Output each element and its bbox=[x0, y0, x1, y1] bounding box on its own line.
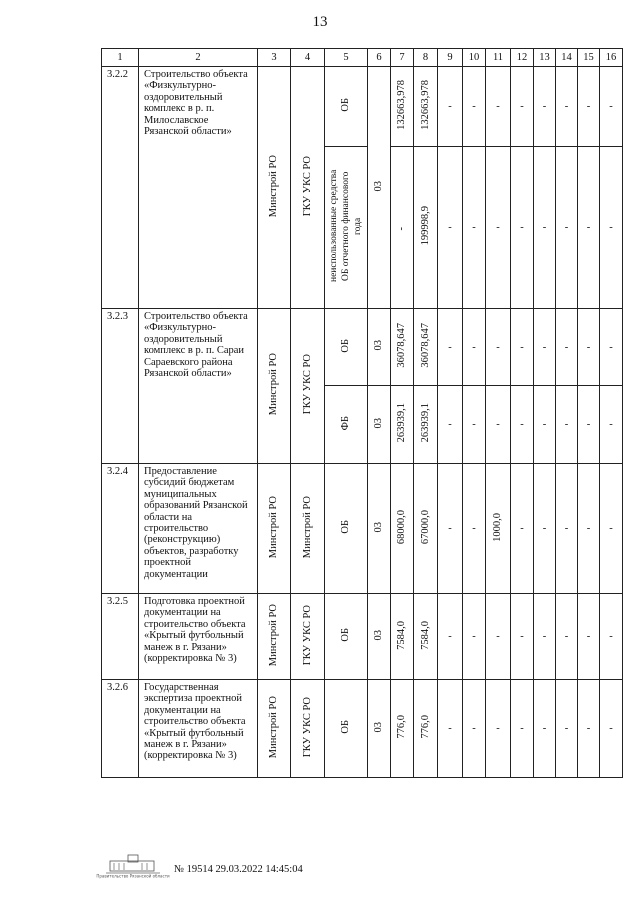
col-header: 3 bbox=[258, 49, 291, 67]
executor: Минстрой РО bbox=[301, 495, 313, 559]
dash-cell: - bbox=[556, 386, 578, 464]
funding-source-cell bbox=[325, 680, 368, 778]
funding-source-cell bbox=[325, 67, 368, 147]
dash-cell: - bbox=[600, 594, 623, 680]
dash-cell: - bbox=[534, 594, 556, 680]
dash-cell: - bbox=[556, 594, 578, 680]
col-header: 15 bbox=[578, 49, 600, 67]
code: 03 bbox=[373, 180, 384, 192]
dash-cell: - bbox=[578, 309, 600, 386]
responsible: Минстрой РО bbox=[268, 495, 279, 559]
dash-cell: - bbox=[534, 309, 556, 386]
row-description: Государственная экспертиза проектной документации на строительство объекта «Крытый футбольный манеж в г. Рязани» (корректировка № 3) bbox=[139, 680, 258, 778]
year-value-cell bbox=[414, 309, 438, 386]
dash-cell: - bbox=[511, 464, 534, 594]
total-value: 68000,0 bbox=[396, 509, 407, 545]
dash-cell: - bbox=[556, 147, 578, 309]
dash-cell: - bbox=[438, 680, 463, 778]
year-value-cell bbox=[414, 680, 438, 778]
col-header: 2 bbox=[139, 49, 258, 67]
executor-cell bbox=[291, 594, 325, 680]
year-value: 36078,647 bbox=[419, 323, 431, 368]
total-cell bbox=[391, 594, 414, 680]
total-value: 776,0 bbox=[396, 715, 407, 739]
responsible: Минстрой РО bbox=[268, 695, 279, 759]
dash-cell: - bbox=[600, 67, 623, 147]
executor-cell bbox=[291, 680, 325, 778]
code-cell bbox=[368, 594, 391, 680]
total-cell bbox=[391, 386, 414, 464]
row-description: Строительство объекта «Физкультурно-оздоровительный комплекс в р. п. Милославское Рязанской области» bbox=[139, 67, 258, 309]
dash-cell: - bbox=[486, 386, 511, 464]
dash-cell: - bbox=[438, 464, 463, 594]
dash-cell: - bbox=[438, 594, 463, 680]
executor: ГКУ УКС РО bbox=[301, 696, 313, 758]
dash-cell: - bbox=[511, 386, 534, 464]
dash-cell: - bbox=[600, 309, 623, 386]
executor-cell bbox=[291, 67, 325, 309]
col-header: 12 bbox=[511, 49, 534, 67]
funding-source: ОБ bbox=[340, 338, 351, 353]
col11-cell bbox=[486, 464, 511, 594]
code: 03 bbox=[373, 629, 384, 641]
dash-cell: - bbox=[486, 594, 511, 680]
dash-cell: - bbox=[534, 67, 556, 147]
dash-cell: - bbox=[511, 309, 534, 386]
col-header: 9 bbox=[438, 49, 463, 67]
row-number: 3.2.6 bbox=[102, 680, 139, 778]
dash-cell: - bbox=[556, 309, 578, 386]
dash-cell: - bbox=[511, 147, 534, 309]
year-value-cell bbox=[414, 147, 438, 309]
registration-number: № 19514 29.03.2022 14:45:04 bbox=[174, 864, 303, 875]
funding-source-cell bbox=[325, 594, 368, 680]
row-number: 3.2.2 bbox=[102, 67, 139, 309]
executor: ГКУ УКС РО bbox=[301, 354, 313, 415]
dash-cell: - bbox=[600, 386, 623, 464]
dash-cell: - bbox=[486, 309, 511, 386]
total-value: 132663,978 bbox=[396, 80, 407, 130]
total-cell bbox=[391, 309, 414, 386]
funding-source: ОБ bbox=[340, 520, 351, 534]
funding-source: ОБ bbox=[340, 720, 351, 734]
dash-cell: - bbox=[486, 680, 511, 778]
funding-source-cell bbox=[325, 464, 368, 594]
dash-cell: - bbox=[486, 67, 511, 147]
year-value: 7584,0 bbox=[419, 620, 431, 650]
total-cell bbox=[391, 67, 414, 147]
table-row bbox=[102, 309, 623, 386]
responsible-cell bbox=[258, 594, 291, 680]
footer bbox=[96, 852, 404, 882]
code-cell bbox=[368, 309, 391, 386]
dash-cell: - bbox=[534, 386, 556, 464]
funding-source-cell bbox=[325, 309, 368, 386]
dash-cell: - bbox=[534, 680, 556, 778]
dash-cell: - bbox=[534, 464, 556, 594]
table-row bbox=[102, 594, 623, 680]
responsible: Минстрой РО bbox=[268, 154, 279, 218]
funding-source: ОБ bbox=[340, 98, 351, 112]
dash-cell: - bbox=[438, 386, 463, 464]
dash-cell: - bbox=[511, 594, 534, 680]
col-header: 10 bbox=[463, 49, 486, 67]
dash-cell: - bbox=[600, 680, 623, 778]
dash-cell: - bbox=[511, 680, 534, 778]
code: 03 bbox=[373, 721, 384, 733]
total-value: 36078,647 bbox=[396, 323, 407, 368]
year-value: 67000,0 bbox=[419, 509, 431, 545]
col-header: 14 bbox=[556, 49, 578, 67]
dash-cell: - bbox=[534, 147, 556, 309]
code-cell bbox=[368, 680, 391, 778]
row-description: Предоставление субсидий бюджетам муниципальных образований Рязанской области на строительство (реконструкцию) объектов, разработку проектной документации bbox=[139, 464, 258, 594]
total-value: 263939,1 bbox=[396, 403, 407, 443]
dash-cell: - bbox=[578, 594, 600, 680]
code-cell bbox=[368, 67, 391, 309]
dash-cell: - bbox=[463, 309, 486, 386]
total-cell bbox=[391, 147, 414, 309]
dash-cell: - bbox=[438, 309, 463, 386]
responsible-cell bbox=[258, 67, 291, 309]
code: 03 bbox=[373, 340, 384, 351]
table-row bbox=[102, 67, 623, 147]
dash-cell: - bbox=[578, 147, 600, 309]
col-header: 13 bbox=[534, 49, 556, 67]
dash-cell: - bbox=[556, 464, 578, 594]
dash-cell: - bbox=[463, 386, 486, 464]
executor-cell bbox=[291, 309, 325, 464]
header-row bbox=[102, 49, 623, 67]
year-value: 263939,1 bbox=[419, 403, 431, 443]
year-value-cell bbox=[414, 386, 438, 464]
dash-cell: - bbox=[556, 67, 578, 147]
stamp-caption: Правительство Рязанской области bbox=[96, 873, 170, 879]
budget-table bbox=[101, 48, 623, 778]
year-value-cell bbox=[414, 67, 438, 147]
executor: ГКУ УКС РО bbox=[301, 604, 313, 666]
col-header: 6 bbox=[368, 49, 391, 67]
government-stamp-icon bbox=[96, 852, 170, 879]
page-number: 13 bbox=[312, 14, 328, 30]
funding-source: ФБ bbox=[340, 415, 351, 431]
row-description: Подготовка проектной документации на строительство объекта «Крытый футбольный манеж в г. Рязани» (корректировка № 3) bbox=[139, 594, 258, 680]
year-value-cell bbox=[414, 594, 438, 680]
funding-source: неиспользованные средства ОБ отчетного финансового года bbox=[329, 169, 363, 283]
dash-cell: - bbox=[463, 464, 486, 594]
dash-cell: - bbox=[600, 464, 623, 594]
code: 03 bbox=[373, 417, 384, 429]
col-header: 5 bbox=[325, 49, 368, 67]
dash-cell: - bbox=[463, 594, 486, 680]
dash-cell: - bbox=[578, 386, 600, 464]
responsible-cell bbox=[258, 680, 291, 778]
col-header: 4 bbox=[291, 49, 325, 67]
col-header: 11 bbox=[486, 49, 511, 67]
dash-cell: - bbox=[463, 680, 486, 778]
executor-cell bbox=[291, 464, 325, 594]
responsible-cell bbox=[258, 464, 291, 594]
table-row bbox=[102, 680, 623, 778]
year-value: 132663,978 bbox=[419, 80, 431, 130]
col-header: 16 bbox=[600, 49, 623, 67]
year-value: 776,0 bbox=[419, 715, 431, 739]
funding-source: ОБ bbox=[340, 628, 351, 642]
dash-cell: - bbox=[486, 147, 511, 309]
responsible: Минстрой РО bbox=[268, 353, 279, 416]
dash-cell: - bbox=[578, 464, 600, 594]
total-cell bbox=[391, 680, 414, 778]
dash-cell: - bbox=[438, 67, 463, 147]
col-header: 7 bbox=[391, 49, 414, 67]
code: 03 bbox=[373, 521, 384, 533]
responsible: Минстрой РО bbox=[268, 603, 279, 667]
dash-cell: - bbox=[600, 147, 623, 309]
table-row bbox=[102, 464, 623, 594]
total-cell bbox=[391, 464, 414, 594]
executor: ГКУ УКС РО bbox=[301, 155, 313, 217]
dash-cell: - bbox=[463, 67, 486, 147]
dash-cell: - bbox=[438, 147, 463, 309]
funding-source-cell bbox=[325, 147, 368, 309]
dash-cell: - bbox=[578, 680, 600, 778]
col11-value: 1000,0 bbox=[492, 512, 503, 542]
dash-cell: - bbox=[578, 67, 600, 147]
total-value: - bbox=[396, 226, 407, 230]
row-number: 3.2.5 bbox=[102, 594, 139, 680]
funding-source-cell bbox=[325, 386, 368, 464]
col-header: 8 bbox=[414, 49, 438, 67]
dash-cell: - bbox=[463, 147, 486, 309]
responsible-cell bbox=[258, 309, 291, 464]
year-value-cell bbox=[414, 464, 438, 594]
year-value: 199998,9 bbox=[419, 206, 431, 246]
row-description: Строительство объекта «Физкультурно-оздоровительный комплекс в р. п. Сараи Сараевского района Рязанской области» bbox=[139, 309, 258, 464]
dash-cell: - bbox=[556, 680, 578, 778]
dash-cell: - bbox=[511, 67, 534, 147]
row-number: 3.2.4 bbox=[102, 464, 139, 594]
code-cell bbox=[368, 464, 391, 594]
total-value: 7584,0 bbox=[396, 620, 407, 650]
col-header: 1 bbox=[102, 49, 139, 67]
code-cell bbox=[368, 386, 391, 464]
row-number: 3.2.3 bbox=[102, 309, 139, 464]
